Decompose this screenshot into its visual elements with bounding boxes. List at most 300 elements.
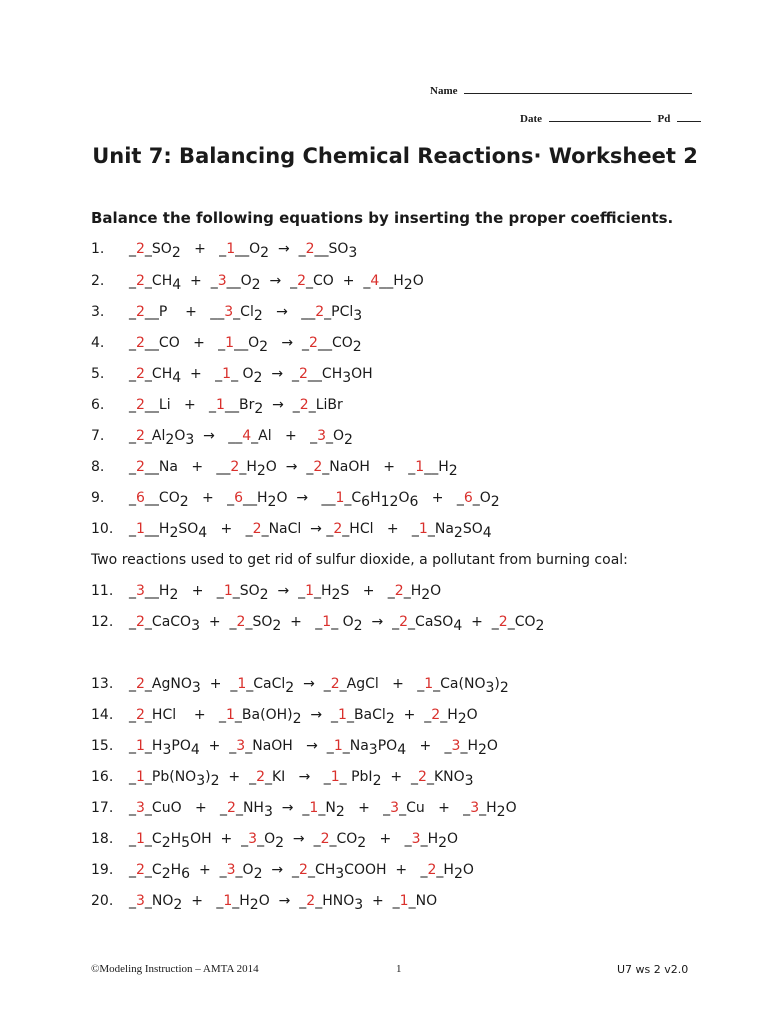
formula-text: _CaCl [246, 676, 286, 692]
coefficient-answer: 2 [136, 241, 145, 257]
formula-text: _H [420, 831, 439, 847]
formula-text: _ [129, 707, 136, 723]
formula-text: + _ [181, 366, 223, 382]
coefficient-answer: 1 [136, 521, 145, 537]
formula-text: O [447, 831, 459, 847]
subscript: 2 [253, 308, 263, 324]
formula-text: → _ [284, 831, 321, 847]
formula-text: _KI → _ [264, 769, 331, 785]
subscript: 3 [368, 742, 378, 758]
formula-text: PO [171, 738, 191, 754]
equation-number: 2. [91, 273, 105, 289]
formula-text: → _ [269, 241, 306, 257]
coefficient-answer: 2 [299, 397, 309, 413]
coefficient-answer: 1 [216, 397, 225, 413]
coefficient-answer: 1 [222, 366, 232, 382]
subscript: 2 [260, 245, 270, 261]
name-label: Name [430, 85, 458, 97]
subscript: 2 [253, 370, 263, 386]
subscript: 2 [251, 277, 261, 293]
coefficient-answer: 2 [333, 521, 343, 537]
footer-page-number: 1 [396, 963, 402, 975]
formula-text: → _ [268, 335, 310, 351]
formula-text: _ [129, 490, 136, 506]
formula-text: __CO + _ [144, 335, 226, 351]
formula-text: _ [129, 335, 136, 351]
coefficient-answer: 1 [418, 521, 428, 537]
coefficient-answer: 2 [136, 707, 145, 723]
formula-text: + _ [178, 583, 224, 599]
coefficient-answer: 2 [136, 304, 145, 320]
equation-number: 20. [91, 893, 114, 909]
subscript: 3 [185, 432, 195, 448]
subscript: 3 [353, 308, 363, 324]
equation-text [129, 893, 437, 913]
formula-text: _CO [507, 614, 536, 630]
subscript: 2 [173, 897, 183, 913]
formula-text: _KNO [426, 769, 465, 785]
formula-text: __SO [314, 241, 349, 257]
equation-number: 5. [91, 366, 105, 382]
subscript: 3 [335, 866, 345, 882]
equation-row [91, 675, 509, 695]
formula-text: O [398, 490, 410, 506]
subscript: 3 [485, 680, 495, 696]
formula-text: O [486, 738, 498, 754]
formula-text: _Ca(NO [433, 676, 486, 692]
formula-text: _CH [144, 366, 173, 382]
formula-text: _NaCl → _ [261, 521, 334, 537]
equation-number: 14. [91, 707, 114, 723]
formula-text: _CuO + _ [144, 800, 228, 816]
coefficient-answer: 3 [136, 893, 145, 909]
subscript: 4 [397, 742, 407, 758]
formula-text: _Al [144, 428, 166, 444]
formula-text: _ [129, 273, 136, 289]
equation-row [91, 706, 478, 726]
subscript: 2 [496, 804, 506, 820]
formula-text: __Li + _ [144, 397, 217, 413]
equation-number: 1. [91, 241, 105, 257]
subscript: 4 [172, 277, 182, 293]
formula-text: _H [440, 707, 458, 723]
equation-number: 12. [91, 614, 114, 630]
subscript: 2 [490, 494, 500, 510]
formula-text: → _ [301, 707, 339, 723]
formula-text: + _ [381, 769, 419, 785]
subscript: 2 [249, 897, 259, 913]
formula-text: → _ [260, 273, 298, 289]
equation-number: 16. [91, 769, 114, 785]
equation-row [91, 458, 458, 478]
coefficient-answer: 2 [306, 893, 316, 909]
subscript: 5 [181, 835, 191, 851]
subscript: 2 [171, 245, 181, 261]
coefficient-answer: 2 [418, 769, 427, 785]
formula-text: O [174, 428, 186, 444]
formula-text: O → _ [265, 459, 314, 475]
formula-text: _H [403, 583, 422, 599]
formula-text: COOH + _ [344, 862, 428, 878]
coefficient-answer: 2 [252, 521, 262, 537]
formula-text: _Cu + _ [399, 800, 471, 816]
coefficient-answer: 3 [317, 428, 326, 444]
formula-text: SO [462, 521, 483, 537]
formula-text: __CO [317, 335, 353, 351]
subscript: 2 [385, 711, 395, 727]
formula-text: _Pb(NO [144, 769, 197, 785]
coefficient-answer: 1 [424, 676, 434, 692]
equation-row [91, 365, 373, 385]
coefficient-answer: 3 [224, 304, 234, 320]
coefficient-answer: 2 [136, 428, 145, 444]
subscript: 2 [254, 401, 264, 417]
formula-text: __O [235, 241, 261, 257]
equation-text [129, 800, 517, 820]
formula-text: + _ [200, 614, 237, 630]
coefficient-answer: 2 [309, 335, 318, 351]
equation-number: 18. [91, 831, 114, 847]
coefficient-answer: 2 [299, 366, 308, 382]
formula-text: __H [379, 273, 404, 289]
coefficient-answer: 6 [463, 490, 473, 506]
equation-text [129, 862, 474, 882]
coefficient-answer: 3 [226, 862, 236, 878]
equation-number: 13. [91, 676, 114, 692]
coefficient-answer: 2 [136, 676, 145, 692]
equation-text [129, 707, 478, 727]
subscript: 6 [361, 494, 371, 510]
coefficient-answer: 2 [230, 459, 240, 475]
coefficient-answer: 1 [223, 583, 233, 599]
equation-row [91, 396, 343, 416]
formula-text: _LiBr [308, 397, 343, 413]
formula-text: + _ [200, 676, 238, 692]
equation-row [91, 768, 474, 788]
formula-text: + _ [394, 707, 432, 723]
equation-text [129, 738, 498, 758]
equation-text [129, 831, 458, 851]
formula-text: → _ [263, 397, 300, 413]
subscript: 6 [181, 866, 191, 882]
formula-text: + _ [199, 738, 237, 754]
formula-text: __CH [307, 366, 343, 382]
formula-text: PO [377, 738, 398, 754]
formula-text: O [462, 862, 474, 878]
equation-row [91, 582, 441, 602]
formula-text: _CH [307, 862, 336, 878]
date-blank[interactable] [549, 112, 651, 122]
subscript: 4 [190, 742, 200, 758]
formula-text: _C [144, 862, 162, 878]
equation-row [91, 830, 458, 850]
coefficient-answer: 1 [338, 707, 347, 723]
equation-row [91, 520, 492, 540]
equation-text [129, 583, 441, 603]
formula-text: → __ [262, 304, 316, 320]
formula-text: + _ [207, 521, 253, 537]
formula-text: H [370, 490, 381, 506]
formula-text: _SO [144, 241, 172, 257]
subscript: 2 [161, 866, 171, 882]
coefficient-answer: 2 [330, 676, 340, 692]
equation-number: 7. [91, 428, 105, 444]
formula-text: OH + _ [190, 831, 249, 847]
subscript: 2 [352, 339, 362, 355]
formula-text: _SO [232, 583, 260, 599]
formula-text: _ PbI [339, 769, 373, 785]
coefficient-answer: 6 [234, 490, 243, 506]
coefficient-answer: 1 [309, 800, 319, 816]
formula-text: _ [129, 800, 136, 816]
subscript: 4 [453, 618, 463, 634]
subscript: 2 [165, 432, 175, 448]
formula-text: → _ [268, 583, 306, 599]
coefficient-answer: 3 [451, 738, 461, 754]
formula-text: H [170, 862, 182, 878]
subscript: 2 [421, 587, 431, 603]
formula-text: _ [129, 893, 136, 909]
instruction-text: Balance the following equations by inserting the proper coefficients. [91, 209, 674, 227]
formula-text: + _ [462, 614, 499, 630]
formula-text: → _ [262, 366, 299, 382]
formula-text: _Al + _ [251, 428, 318, 444]
coefficient-answer: 1 [333, 738, 343, 754]
coefficient-answer: 4 [370, 273, 380, 289]
equation-row [91, 737, 498, 757]
formula-text: _ [129, 738, 136, 754]
subscript: 2 [438, 835, 448, 851]
coefficient-answer: 2 [236, 614, 246, 630]
coefficient-answer: 1 [136, 831, 145, 847]
subscript: 2 [253, 866, 263, 882]
equation-text [129, 614, 544, 634]
equation-row [91, 861, 474, 881]
formula-text: _ [129, 459, 136, 475]
formula-text: __H [144, 521, 170, 537]
equation-number: 9. [91, 490, 105, 506]
equation-row [91, 892, 437, 912]
coefficient-answer: 1 [330, 769, 340, 785]
equation-number: 11. [91, 583, 114, 599]
formula-text: _H [144, 738, 163, 754]
subscript: 4 [198, 525, 208, 541]
formula-text: + _ [281, 614, 323, 630]
date-label: Date [520, 113, 542, 125]
subscript: 2 [448, 463, 458, 479]
equation-text [129, 366, 373, 386]
formula-text: __Br [224, 397, 255, 413]
subscript: 3 [196, 773, 206, 789]
formula-text: _H [479, 800, 497, 816]
subscript: 2 [453, 525, 463, 541]
equation-text [129, 335, 362, 355]
formula-text: _H [232, 893, 250, 909]
subscript: 2 [272, 618, 282, 634]
formula-text: OH [351, 366, 373, 382]
formula-text: S + _ [340, 583, 395, 599]
equation-text [129, 428, 353, 448]
formula-text: _C [144, 831, 162, 847]
subscript: 2 [210, 773, 220, 789]
subscript: 3 [162, 742, 172, 758]
formula-text: _Na [342, 738, 369, 754]
formula-text: _ O [231, 366, 254, 382]
coefficient-answer: 2 [399, 614, 409, 630]
coefficient-answer: 3 [411, 831, 421, 847]
coefficient-answer: 3 [390, 800, 400, 816]
formula-text: _H [460, 738, 478, 754]
subscript: 2 [259, 339, 269, 355]
subscript: 2 [453, 866, 463, 882]
formula-text: _HCl + _ [342, 521, 419, 537]
equation-text [129, 304, 362, 324]
pd-blank[interactable] [677, 112, 701, 122]
subscript: 3 [464, 773, 474, 789]
coefficient-answer: 3 [136, 800, 145, 816]
coefficient-answer: 3 [136, 583, 145, 599]
equation-text [129, 490, 500, 510]
formula-text: __H [424, 459, 449, 475]
formula-text: __O [226, 273, 252, 289]
formula-text: _SO [245, 614, 273, 630]
equation-number: 3. [91, 304, 105, 320]
subscript: 2 [499, 680, 509, 696]
coefficient-answer: 2 [136, 397, 145, 413]
formula-text: __P + __ [144, 304, 225, 320]
coefficient-answer: 2 [431, 707, 441, 723]
subscript: 6 [409, 494, 419, 510]
formula-text: + _ [406, 738, 452, 754]
formula-text: _HNO [315, 893, 355, 909]
coefficient-answer: 2 [427, 862, 437, 878]
subscript: 4 [482, 525, 492, 541]
equation-row [91, 613, 544, 633]
equation-text [129, 521, 492, 541]
formula-text: _NO [144, 893, 174, 909]
formula-text: _ [129, 521, 136, 537]
subscript: 2 [335, 804, 345, 820]
coefficient-answer: 2 [136, 862, 145, 878]
name-blank[interactable] [464, 84, 692, 94]
formula-text: _ [129, 676, 136, 692]
formula-text: _ [129, 614, 136, 630]
equation-number: 8. [91, 459, 105, 475]
date-pd-field[interactable] [520, 112, 701, 125]
coefficient-answer: 3 [470, 800, 480, 816]
coefficient-answer: 1 [136, 769, 145, 785]
formula-text: + _ [190, 862, 227, 878]
coefficient-answer: 1 [225, 335, 235, 351]
formula-text: _ [129, 397, 136, 413]
coefficient-answer: 2 [313, 459, 323, 475]
formula-text: O [412, 273, 424, 289]
coefficient-answer: 2 [299, 862, 308, 878]
subscript: 2 [357, 835, 367, 851]
formula-text: _CaCO [144, 614, 192, 630]
formula-text: _ [129, 583, 136, 599]
coefficient-answer: 2 [256, 769, 265, 785]
coefficient-answer: 1 [226, 707, 235, 723]
formula-text: + _ [188, 490, 235, 506]
equation-text [129, 459, 458, 479]
equation-text [129, 273, 424, 293]
formula-text: + _ [180, 241, 227, 257]
subscript: 2 [179, 494, 189, 510]
subscript: 2 [292, 711, 302, 727]
formula-text: ) [494, 676, 500, 692]
subscript: 2 [267, 494, 277, 510]
equation-text [129, 241, 357, 261]
formula-text: _AgNO [144, 676, 192, 692]
coefficient-answer: 1 [223, 893, 233, 909]
formula-text: _ [129, 862, 136, 878]
formula-text: _O [257, 831, 276, 847]
formula-text: _PCl [324, 304, 354, 320]
formula-text: O [505, 800, 517, 816]
formula-text: + _ [219, 769, 257, 785]
equation-row [91, 427, 353, 447]
coefficient-answer: 1 [136, 738, 145, 754]
formula-text: + _ [363, 893, 400, 909]
formula-text: → _ [362, 614, 400, 630]
coefficient-answer: 2 [315, 304, 325, 320]
formula-text: _N [318, 800, 336, 816]
subscript: 2 [169, 525, 179, 541]
formula-text: _Cl [233, 304, 254, 320]
coefficient-answer: 4 [242, 428, 252, 444]
subscript: 4 [172, 370, 182, 386]
formula-text: _O [326, 428, 345, 444]
formula-text: O [430, 583, 442, 599]
coefficient-answer: 2 [305, 241, 315, 257]
subscript: 2 [372, 773, 382, 789]
formula-text: + _ [182, 893, 224, 909]
equation-row [91, 303, 362, 323]
formula-text: __Na + __ [144, 459, 231, 475]
coefficient-answer: 2 [136, 614, 145, 630]
formula-text: _AgCl + _ [339, 676, 425, 692]
formula-text: _O [472, 490, 491, 506]
coefficient-answer: 2 [297, 273, 307, 289]
coefficient-answer: 2 [394, 583, 404, 599]
equation-row [91, 489, 500, 509]
footer-version: U7 ws 2 v2.0 [617, 963, 689, 976]
formula-text: _Ba(OH) [234, 707, 293, 723]
subscript: 3 [191, 680, 201, 696]
formula-text: _CH [144, 273, 173, 289]
formula-text: O → __ [276, 490, 336, 506]
formula-text: _NH [235, 800, 264, 816]
formula-text: _H [239, 459, 257, 475]
formula-text: _O [235, 862, 254, 878]
equation-number: 19. [91, 862, 114, 878]
equation-row [91, 240, 357, 260]
coefficient-answer: 1 [335, 490, 345, 506]
formula-text: _ [129, 304, 136, 320]
subscript: 2 [161, 835, 171, 851]
name-field[interactable] [430, 84, 692, 97]
formula-text: __CO [144, 490, 180, 506]
subscript: 2 [535, 618, 545, 634]
formula-text: __H [144, 583, 170, 599]
subscript: 3 [348, 245, 358, 261]
formula-text: O [466, 707, 478, 723]
equation-text [129, 397, 343, 417]
equation-number: 17. [91, 800, 114, 816]
formula-text: + _ [181, 273, 218, 289]
formula-text: _NaOH + _ [322, 459, 416, 475]
